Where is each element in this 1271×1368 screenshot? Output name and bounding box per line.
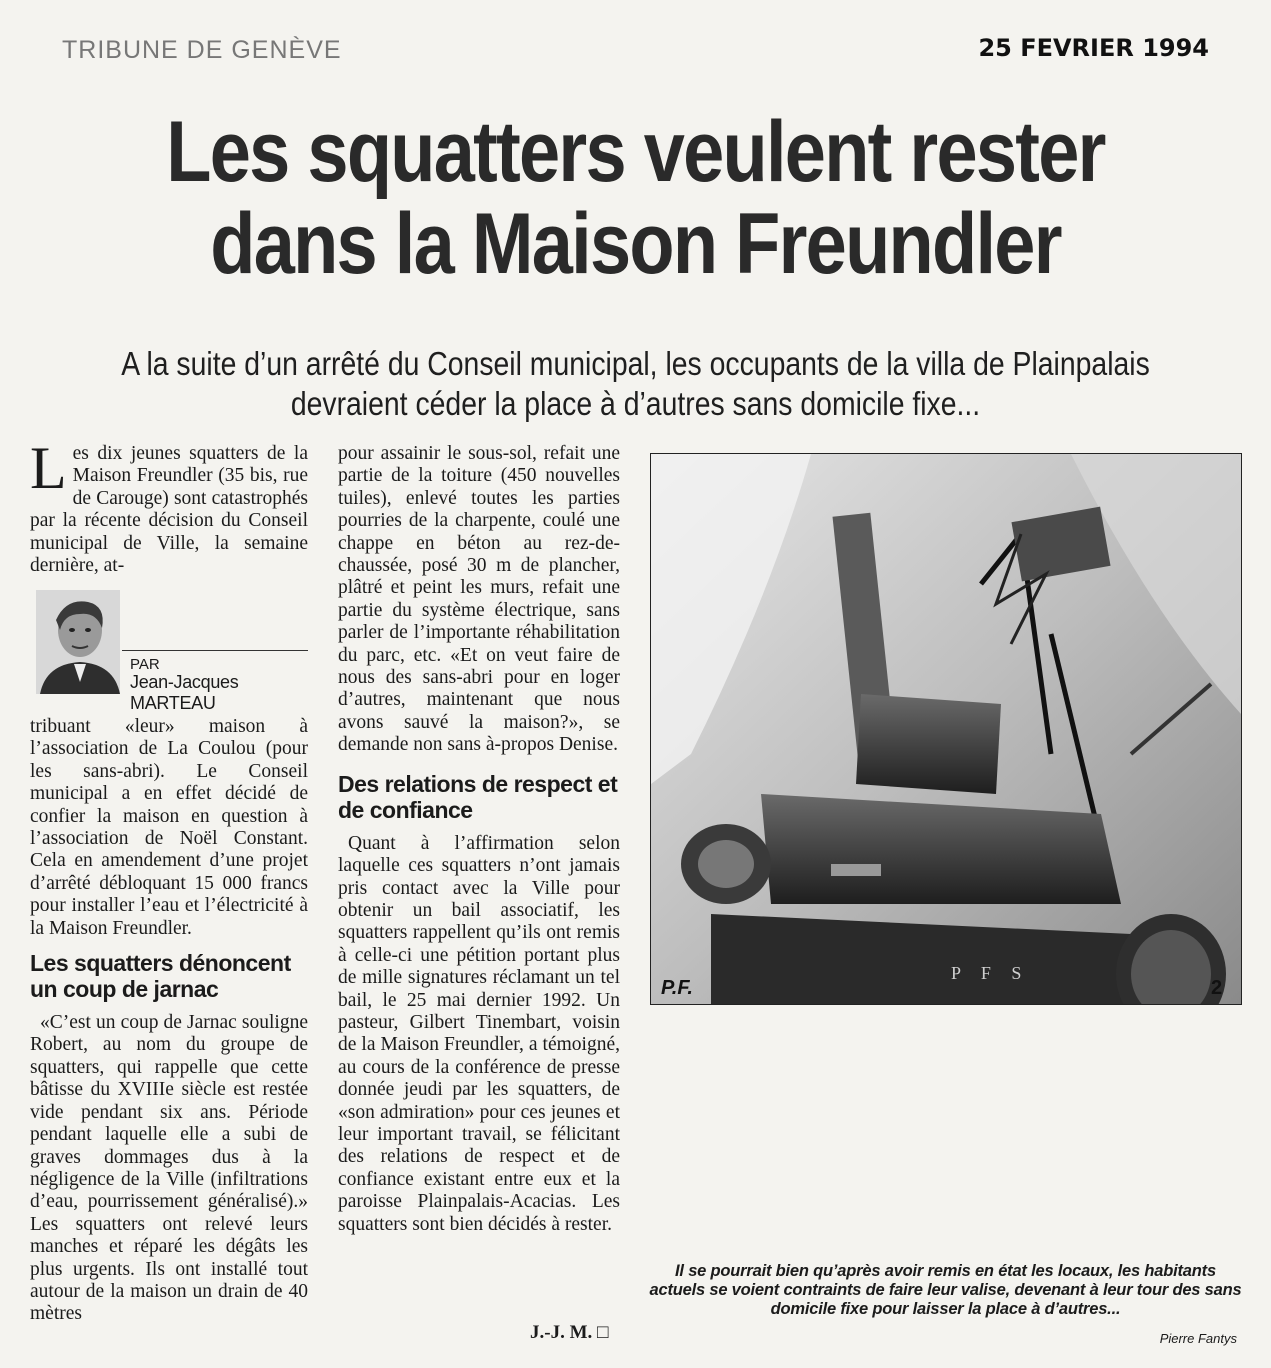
headline (89, 106, 1182, 290)
photo-credit: Pierre Fantys (1159, 1331, 1237, 1346)
author-photo (36, 590, 120, 694)
section-heading: Des relations de respect et de confiance (338, 770, 618, 823)
subheadline (89, 344, 1182, 424)
publication-date: 25 FEVRIER 1994 (978, 34, 1209, 62)
paragraph: Quant à l’affirmation selon laquelle ces squatters n’ont jamais pris contact avec la Ville pour obtenir un bail associatif, les squatters rappellent qu’ils ont remis à celle-ci une pétition portant plus de mille signatures réclamant un tel bail, le 25 mai dernier 1992. Un pasteur, Gilbert Tinembart, voisin de la Maison Freundler, a témoigné, au cours de la conférence de presse donnée jeudi par les squatters, de «son admiration» pour ces jeunes et leur important travail, se félicitant des relations de respect et de confiance existant entre eux et la paroisse Plainpalais-Acacias. Les squatters sont bien décidés à rester. (338, 832, 620, 1235)
paragraph: tribuant «leur» maison à l’association de La Coulou (pour les sans-abri). Le Conseil municipal a en effet décidé de confier la maison en question à l’association de Noël Constant. Cela en amendement d’une projet d’arrêté débloquant 15 000 francs pour installer l’eau et l’électricité à la Maison Freundler. (30, 716, 308, 939)
drop-cap: L (30, 435, 67, 501)
section-heading: Les squatters dénoncent un coup de jarnac (30, 950, 291, 1003)
photo-corner-mark-right: 2 (1211, 977, 1223, 999)
author-signature: J.-J. M. □ (530, 1322, 609, 1343)
subheadline-line-1: A la suite d’un arrêté du Conseil municipal, les occupants de la villa de Plainpalais (121, 345, 1150, 382)
headline-line-2: dans la Maison Freundler (210, 196, 1061, 292)
photo-corner-mark-left: P.F. (661, 977, 693, 999)
byline (30, 588, 308, 713)
paragraph: pour assainir le sous-sol, refait une partie de la toiture (450 nouvelles tuiles), enlevé toutes les parties pourries de la charpente, coulé une chappe en béton au rez-de-chaussée, posé 30 m de plancher, plâtré et peint les murs, refait une partie du système électrique, sans parler de l’importante réhabilitation du parc, etc. «Et on veut faire de nous des sans-abri pour en loger d’autres, maintenant que nous avons sauvé la maison?», se demande non sans à-propos Denise. (338, 443, 620, 756)
paragraph: «C’est un coup de Jarnac souligne Robert, au nom du groupe de squatters, qui rappelle que cette bâtisse du XVIIIe siècle est restée vide pendant six ans. Période pendant laquelle elle a subi de graves dommages dus à la négligence de la Ville (infiltrations d’eau, pourrissement généralisé).» Les squatters ont relevé leurs manches et réparé les dégâts les plus urgents. Ils ont installé tout autour de la maison un drain de 40 mètres (30, 1012, 308, 1325)
article-column-1-continued (30, 716, 308, 1326)
article-photo (650, 453, 1242, 1005)
subheadline-line-2: devraient céder la place à d’autres sans domicile fixe... (290, 385, 981, 422)
article-column-2 (338, 443, 620, 1236)
photo-caption: Il se pourrait bien qu’après avoir remis en état les locaux, les habitants actuels se voient contraints de faire leur valise, devenant à leur tour des sans domicile fixe pour laisser la place à d’autres... (649, 1262, 1242, 1318)
masthead: TRIBUNE DE GENÈVE (62, 36, 342, 64)
byline-par: PAR (130, 656, 160, 673)
trunk-label: P F S (951, 963, 1030, 983)
headline-line-1: Les squatters veulent rester (166, 104, 1105, 200)
byline-rule (122, 650, 308, 651)
author-name: Jean-Jacques MARTEAU (130, 672, 239, 713)
article-column-1 (30, 435, 308, 577)
lead-paragraph: Les dix jeunes squatters de la Maison Freundler (35 bis, rue de Carouge) sont catastrophés par la récente décision du Conseil municipal de Ville, la semaine dernière, at- (30, 435, 308, 577)
